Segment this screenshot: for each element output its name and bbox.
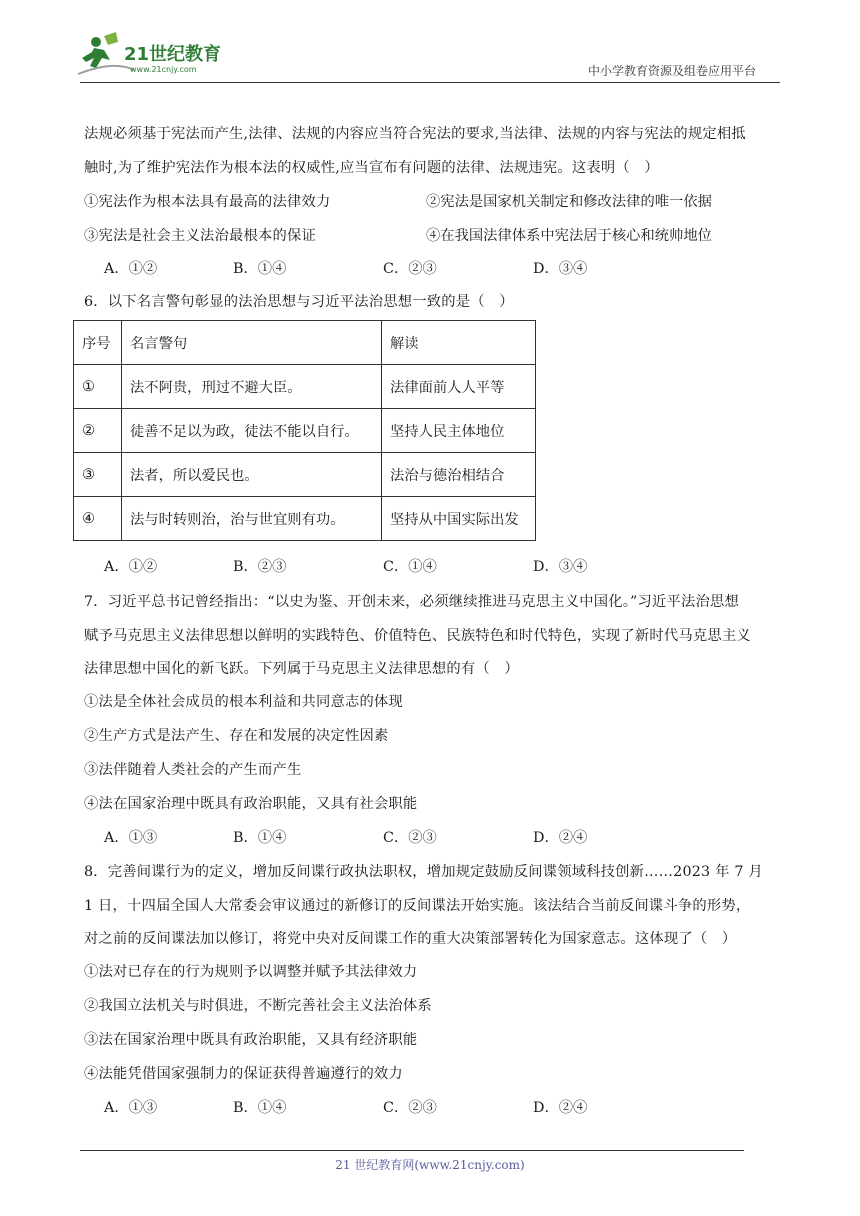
q8-stem-line2: 1 日，十四届全国人大常委会审议通过的新修订的反间谍法开始实施。该法结合当前反间谍斗争的形势， [84,898,751,914]
q7-statement-2: ②生产方式是法产生、存在和发展的决定性因素 [84,728,389,744]
table-cell: 法不阿贵，刑过不避大臣。 [122,365,382,409]
table-row [74,497,536,541]
q6-stem: 6．以下名言警句彰显的法治思想与习近平法治思想一致的是（ ） [84,294,514,310]
site-logo [74,30,244,78]
q5-statement-3: ③宪法是社会主义法治最根本的保证 [84,228,316,244]
q8-option-d: D．②④ [533,1100,588,1116]
table-header-cell: 序号 [74,321,122,365]
runner-icon [74,30,244,78]
q8-stem-line3: 对之前的反间谍法加以修订，将党中央对反间谍工作的重大决策部署转化为国家意志。这体现了（ ） [84,931,737,947]
q8-option-b: B．①④ [233,1100,287,1116]
table-cell: ① [74,365,122,409]
table-header-cell: 名言警句 [122,321,382,365]
q6-option-a: A．①② [104,559,158,575]
q7-option-d: D．②④ [533,830,588,846]
q5-statement-4: ④在我国法律体系中宪法居于核心和统帅地位 [426,228,712,244]
footer-divider [80,1150,744,1151]
table-cell: 坚持人民主体地位 [382,409,536,453]
table-cell: ② [74,409,122,453]
q7-stem-line2: 赋予马克思主义法律思想以鲜明的实践特色、价值特色、民族特色和时代特色，实现了新时代马克思主义 [84,628,751,644]
table-cell: 法者，所以爱民也。 [122,453,382,497]
q5-option-d: D．③④ [533,261,588,277]
q8-statement-2: ②我国立法机关与时俱进，不断完善社会主义法治体系 [84,998,432,1014]
q5-option-b: B．①④ [233,261,287,277]
q7-option-a: A．①③ [104,830,158,846]
q8-statement-1: ①法对已存在的行为规则予以调整并赋予其法律效力 [84,964,418,980]
table-row [74,365,536,409]
table-cell: 徒善不足以为政，徒法不能以自行。 [122,409,382,453]
q5-option-a: A．①② [104,261,158,277]
q7-option-b: B．①④ [233,830,287,846]
table-cell: ④ [74,497,122,541]
q5-option-c: C．②③ [383,261,437,277]
table-cell: ③ [74,453,122,497]
q7-statement-3: ③法伴随着人类社会的产生而产生 [84,762,302,778]
footer-link[interactable]: 21 世纪教育网(www.21cnjy.com) [335,1158,525,1172]
svg-text:www.21cnjy.com: www.21cnjy.com [130,65,197,74]
q7-option-c: C．②③ [383,830,437,846]
table-cell: 法律面前人人平等 [382,365,536,409]
header-divider [80,82,780,83]
q8-statement-4: ④法能凭借国家强制力的保证获得普遍遵行的效力 [84,1066,403,1082]
svg-text:21世纪教育: 21世纪教育 [124,44,222,65]
q8-option-c: C．②③ [383,1100,437,1116]
q7-statement-4: ④法在国家治理中既具有政治职能，又具有社会职能 [84,796,418,812]
q5-statement-2: ②宪法是国家机关制定和修改法律的唯一依据 [426,194,712,210]
table-row [74,453,536,497]
table-cell: 法与时转则治，治与世宜则有功。 [122,497,382,541]
q8-option-a: A．①③ [104,1100,158,1116]
q7-statement-1: ①法是全体社会成员的根本利益和共同意志的体现 [84,694,403,710]
q5-statement-1: ①宪法作为根本法具有最高的法律效力 [84,194,331,210]
q7-stem-line3: 法律思想中国化的新飞跃。下列属于马克思主义法律思想的有（ ） [84,661,519,677]
table-header-row [74,321,536,365]
q6-table [73,320,536,541]
table-cell: 坚持从中国实际出发 [382,497,536,541]
q8-stem-line1: 8．完善间谍行为的定义，增加反间谍行政执法职权，增加规定鼓励反间谍领域科技创新……2023 年 7 月 [84,864,763,880]
table-cell: 法治与德治相结合 [382,453,536,497]
q6-option-c: C．①④ [383,559,437,575]
q8-statement-3: ③法在国家治理中既具有政治职能，又具有经济职能 [84,1032,418,1048]
table-row [74,409,536,453]
q5-stem-line2: 触时,为了维护宪法作为根本法的权威性,应当宣布有问题的法律、法规违宪。这表明（ ） [84,160,659,176]
q6-option-b: B．②③ [233,559,287,575]
table-header-cell: 解读 [382,321,536,365]
q5-stem-line1: 法规必须基于宪法而产生,法律、法规的内容应当符合宪法的要求,当法律、法规的内容与宪法的规定相抵 [84,126,746,142]
platform-name: 中小学教育资源及组卷应用平台 [588,64,757,78]
q7-stem-line1: 7．习近平总书记曾经指出：“以史为鉴、开创未来，必须继续推进马克思主义中国化。”习近平法治思想 [84,594,740,610]
q6-option-d: D．③④ [533,559,588,575]
